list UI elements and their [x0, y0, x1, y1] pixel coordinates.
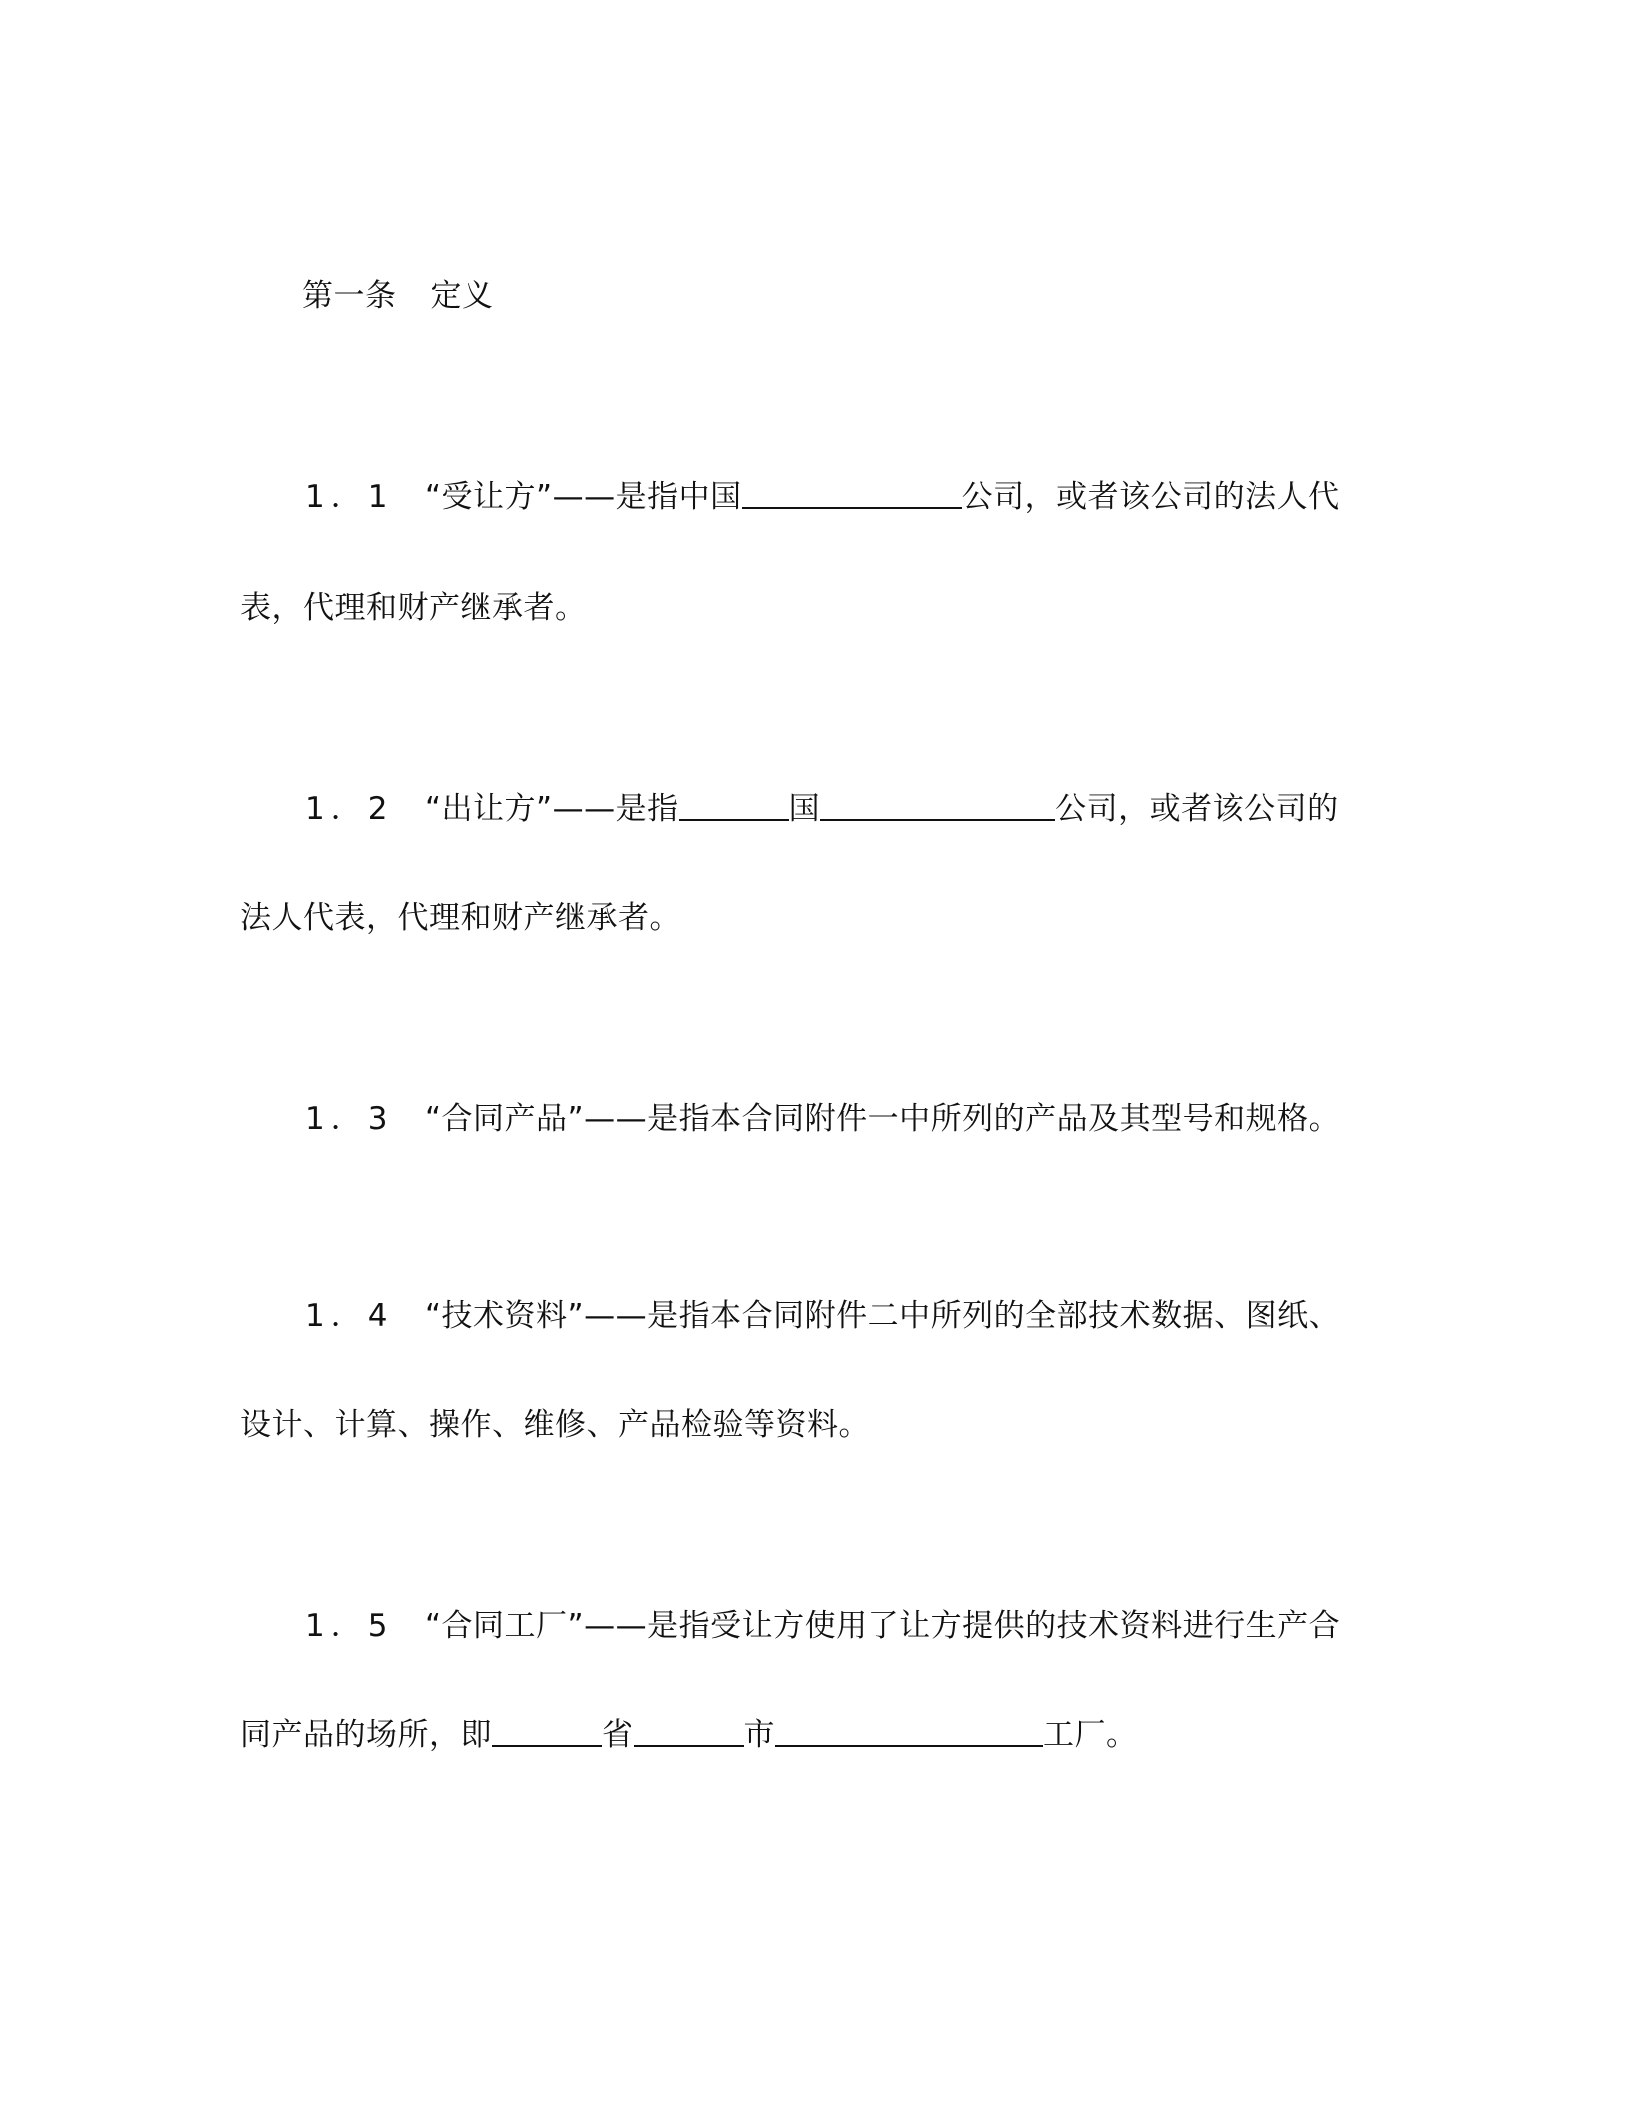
clause-text: ——是指本合同附件二中所列的全部技术数据、图纸、 [584, 1298, 1341, 1334]
clause-number: 1．4 [305, 1298, 394, 1334]
clause-1-4-line-2 [240, 1405, 1390, 1445]
clause-number: 1．2 [305, 791, 394, 827]
blank-company-name [820, 789, 1055, 821]
clause-1-1-line-2 [240, 588, 1390, 628]
clause-1-2-line-2 [240, 898, 1390, 938]
clause-text: 法人代表，代理和财产继承者。 [240, 900, 681, 936]
clause-term: “受让方” [425, 479, 553, 515]
article-title: 定义 [430, 278, 494, 314]
clause-term: “合同产品” [425, 1101, 585, 1137]
blank-province [492, 1715, 602, 1747]
blank-city [634, 1715, 744, 1747]
clause-text: 表，代理和财产继承者。 [240, 590, 587, 626]
clause-number: 1．5 [305, 1608, 394, 1644]
blank-factory-name [775, 1715, 1043, 1747]
article-number: 第一条 [302, 278, 397, 314]
clause-1-5-line-1 [305, 1606, 1455, 1646]
clause-text: 工厂。 [1043, 1717, 1138, 1753]
clause-text: 省 [602, 1717, 634, 1753]
blank-company-name [742, 477, 962, 509]
clause-1-4-line-1 [305, 1296, 1455, 1336]
clause-text: 国 [788, 791, 821, 827]
clause-1-3-line-1 [305, 1099, 1455, 1139]
clause-text: 公司，或者该公司的 [1055, 791, 1339, 827]
clause-1-5-line-2 [240, 1715, 1390, 1755]
clause-1-2-line-1 [305, 789, 1455, 829]
clause-text: 设计、计算、操作、维修、产品检验等资料。 [240, 1407, 870, 1443]
clause-term: “合同工厂” [425, 1608, 585, 1644]
clause-1-1-line-1 [305, 477, 1455, 517]
clause-term: “技术资料” [425, 1298, 585, 1334]
clause-text: ——是指 [552, 791, 679, 827]
clause-text: 同产品的场所，即 [240, 1717, 492, 1753]
clause-text: ——是指中国 [552, 479, 742, 515]
clause-text: 公司，或者该公司的法人代 [961, 479, 1340, 515]
article-heading [302, 276, 1452, 316]
clause-number: 1．3 [305, 1101, 394, 1137]
blank-country [679, 789, 789, 821]
clause-text: 市 [743, 1717, 775, 1753]
clause-text: ——是指受让方使用了让方提供的技术资料进行生产合 [584, 1608, 1341, 1644]
clause-text: ——是指本合同附件一中所列的产品及其型号和规格。 [584, 1101, 1341, 1137]
clause-term: “出让方” [425, 791, 553, 827]
clause-number: 1．1 [305, 479, 394, 515]
